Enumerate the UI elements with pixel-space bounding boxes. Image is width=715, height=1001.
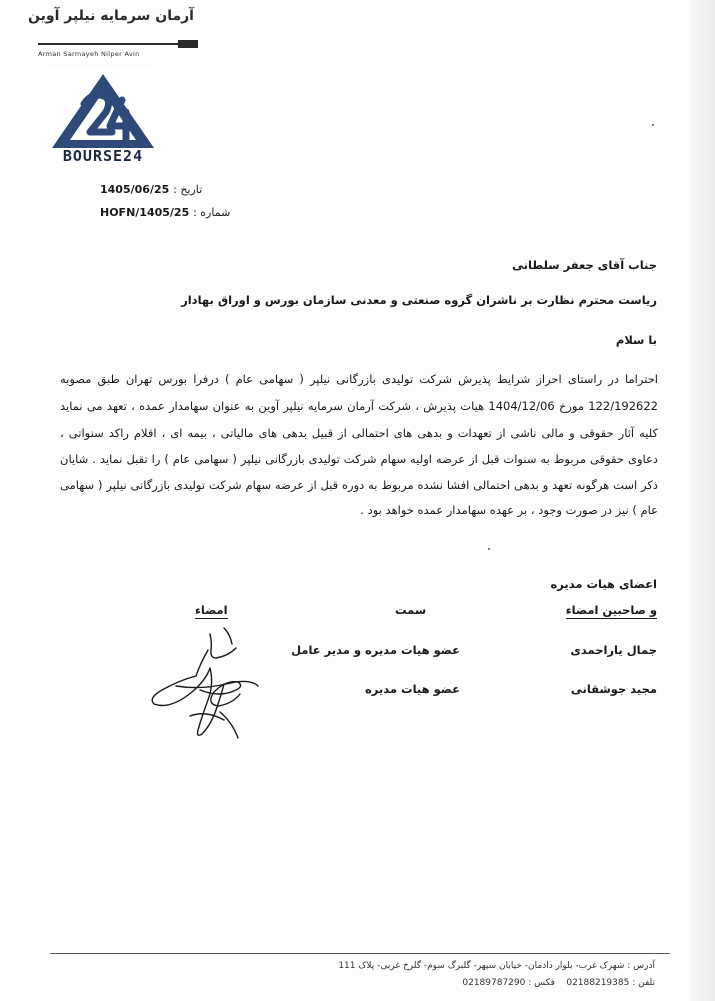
fax-value: 02189787290 <box>462 978 526 988</box>
board-heading: اعضای هیات مدیره <box>550 577 657 591</box>
column-signature-header: امضاء <box>195 603 228 617</box>
member-name: جمال یاراحمدی <box>570 643 657 657</box>
column-name-header: و صاحبین امضاء <box>565 603 657 617</box>
footer-contact <box>462 978 655 988</box>
body-line: 122/192622 مورخ 1404/12/06 هیات پذیرش ، شرکت آرمان سرمایه نیلپر آوین به عنوان سهامدار عمده ، تعهد می نماید <box>60 399 658 413</box>
body-line: دعاوی حقوقی مربوط به سنوات قبل از عرضه اولیه سهام شرکت تولیدی بازرگانی نیلپر ( سهامی عام ) را تقبل نماید . شایان <box>60 452 658 466</box>
phone-label: تلفن : <box>632 978 655 988</box>
footer-rule <box>50 953 670 954</box>
body-line: کلیه آثار حقوقی و مالی ناشی از تعهدات و بدهی های احتمالی از قبیل بدهی های مالیاتی ، بیمه ای ، اقلام راکد سنواتی ، <box>60 426 658 440</box>
fax-label: فکس : <box>528 978 555 988</box>
date-value: 1405/06/25 <box>100 183 170 196</box>
number-label: : شماره <box>193 206 231 219</box>
letterhead-bar-icon <box>38 40 198 48</box>
number-row <box>100 206 230 219</box>
signature-image <box>140 620 280 745</box>
number-value: HOFN/1405/25 <box>100 206 190 219</box>
company-letterhead <box>28 8 198 60</box>
footer-address: آدرس : شهرک غرب- بلوار دادمان- خیابان سپهر- گلبرگ سوم- گلرخ غربی- پلاک 111 <box>338 961 655 971</box>
phone-value: 02188219385 <box>566 978 630 988</box>
date-label: : تاریخ <box>173 183 203 196</box>
member-position: عضو هیات مدیره <box>365 682 460 696</box>
recipient-name: جناب آقای جعفر سلطانی <box>512 258 657 272</box>
bourse24-watermark <box>48 68 158 168</box>
scan-speck <box>488 548 490 550</box>
date-row <box>100 183 202 196</box>
recipient-title: ریاست محترم نظارت بر ناشران گروه صنعتی و معدنی سازمان بورس و اوراق بهادار <box>181 293 657 307</box>
greeting: با سلام <box>615 333 657 347</box>
company-name-fa: آرمان سرمایه نیلپر آوین <box>28 8 194 24</box>
body-line: عام ) نیز در صورت وجود ، بر عهده سهامدار عمده خواهد بود . <box>360 503 658 517</box>
body-line: احتراما در راستای احراز شرایط پذیرش شرکت تولیدی بازرگانی نیلپر ( سهامی عام ) درفرا بورس تهران طبق مصوبه <box>60 372 658 386</box>
column-position-header: سمت <box>395 603 427 617</box>
member-position: عضو هیات مدیره و مدیر عامل <box>291 643 460 657</box>
bourse24-wordmark: BOURSE24 <box>62 147 144 165</box>
scan-speck <box>652 124 654 126</box>
bourse24-logo-icon <box>48 70 158 152</box>
company-name-en: Arman Sarmayeh Nilper Avin <box>38 50 140 58</box>
body-line: ذکر است هرگونه تعهد و بدهی احتمالی افشا نشده مربوط به دوره قبل از عرضه سهام شرکت تولیدی بازرگانی نیلپر ( سهامی <box>60 478 658 492</box>
member-name: مجید جوشقانی <box>570 682 657 696</box>
